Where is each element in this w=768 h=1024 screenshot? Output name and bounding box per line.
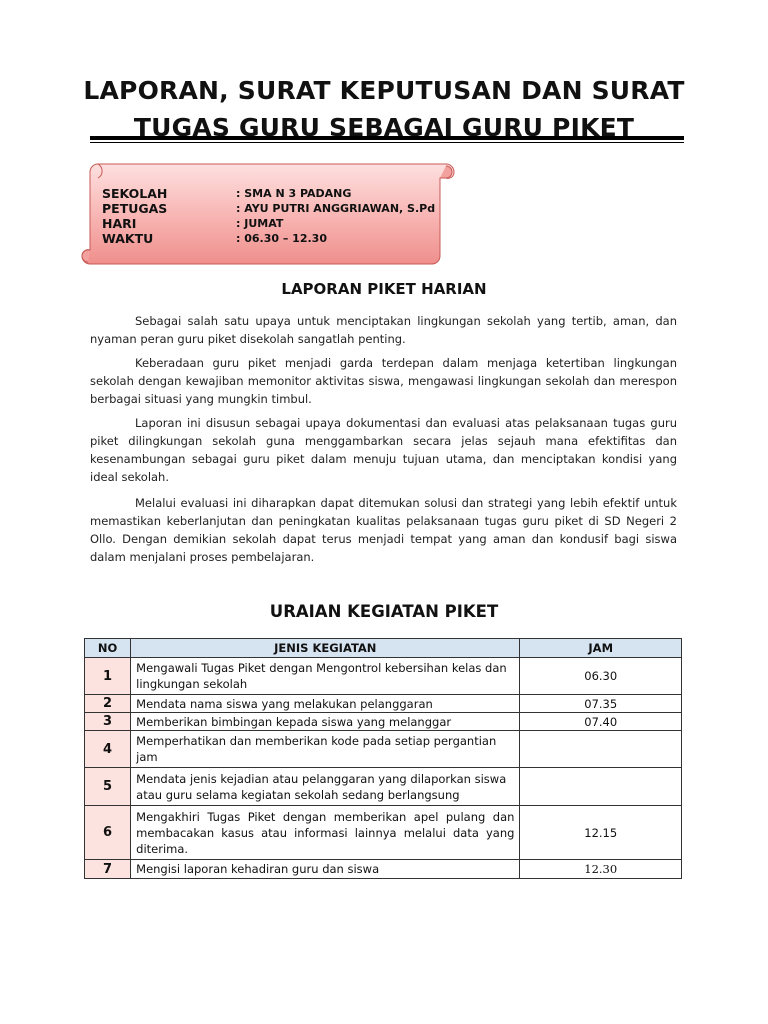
info-label: PETUGAS (102, 201, 168, 216)
table-row (85, 713, 682, 731)
table-row (85, 658, 682, 695)
row-number: 6 (85, 806, 131, 860)
kegiatan-table (84, 638, 682, 879)
row-time: 07.35 (520, 695, 682, 713)
info-row-hari (102, 216, 442, 231)
info-value: : JUMAT (236, 217, 284, 230)
row-number: 7 (85, 860, 131, 879)
row-time: 12.15 (520, 806, 682, 860)
column-header-jam: JAM (520, 639, 682, 658)
info-list (102, 186, 442, 246)
row-activity: Mengisi laporan kehadiran guru dan siswa (131, 860, 520, 879)
row-activity: Memperhatikan dan memberikan kode pada setiap pergantian jam (131, 731, 520, 768)
table-header-row (85, 639, 682, 658)
table-row (85, 806, 682, 860)
section-heading-uraian: URAIAN KEGIATAN PIKET (269, 602, 499, 621)
row-activity: Mengakhiri Tugas Piket dengan memberikan apel pulang dan membacakan kasus atau informasi lainnya melalui data yang diterima. (131, 806, 520, 860)
paragraph: Sebagai salah satu upaya untuk menciptakan lingkungan sekolah yang tertib, aman, dan nyaman peran guru piket disekolah sangatlah penting. (90, 314, 677, 346)
document-title (60, 72, 708, 146)
row-number: 4 (85, 731, 131, 768)
info-value: : AYU PUTRI ANGGRIAWAN, S.Pd (236, 202, 436, 215)
row-time: 12.30 (520, 860, 682, 879)
title-line-1: LAPORAN, SURAT KEPUTUSAN DAN SURAT (83, 76, 685, 105)
row-activity: Memberikan bimbingan kepada siswa yang melanggar (131, 713, 520, 731)
info-label: HARI (102, 216, 137, 231)
row-number: 2 (85, 695, 131, 713)
row-time (520, 731, 682, 768)
title-underline (90, 136, 684, 140)
row-activity: Mengawali Tugas Piket dengan Mengontrol kebersihan kelas dan lingkungan sekolah (131, 658, 520, 695)
paragraph: Laporan ini disusun sebagai upaya dokumentasi dan evaluasi atas pelaksanaan tugas guru piket dilingkungan sekolah guna menggambarkan secara jelas sejauh mana efektifitas dan kesenambungan sebagai guru piket dalam menuju tujuan utama, dan menciptakan kondisi yang ideal sekolah. (90, 416, 677, 484)
table-row (85, 695, 682, 713)
row-activity: Mendata jenis kejadian atau pelanggaran yang dilaporkan siswa atau guru selama kegiatan sekolah sedang berlangsung (131, 768, 520, 806)
info-label: SEKOLAH (102, 186, 168, 201)
table-row (85, 768, 682, 806)
info-value: : SMA N 3 PADANG (236, 187, 352, 200)
info-value: : 06.30 – 12.30 (236, 232, 327, 245)
column-header-jenis: JENIS KEGIATAN (131, 639, 520, 658)
row-number: 5 (85, 768, 131, 806)
table-row (85, 731, 682, 768)
row-number: 3 (85, 713, 131, 731)
row-time: 06.30 (520, 658, 682, 695)
paragraph: Melalui evaluasi ini diharapkan dapat ditemukan solusi dan strategi yang lebih efektif untuk memastikan keberlanjutan dan peningkatan kualitas pelaksanaan tugas guru piket di SD Negeri 2 Ollo. Dengan demikian sekolah dapat terus menjadi tempat yang aman dan kondusif bagi siswa dalam menjalani proses pembelajaran. (90, 496, 677, 564)
paragraph: Keberadaan guru piket menjadi garda terdepan dalam menjaga ketertiban lingkungan sekolah dengan kewajiban memonitor aktivitas siswa, mengawasi lingkungan sekolah dan merespon berbagai situasi yang mungkin timbul. (90, 356, 677, 406)
info-row-sekolah (102, 186, 442, 201)
info-row-petugas (102, 201, 442, 216)
info-label: WAKTU (102, 231, 154, 246)
row-time (520, 768, 682, 806)
column-header-no: NO (85, 639, 131, 658)
title-line-2: TUGAS GURU SEBAGAI GURU PIKET (133, 113, 635, 142)
section-heading-laporan: LAPORAN PIKET HARIAN (281, 280, 487, 298)
info-row-waktu (102, 231, 442, 246)
row-activity: Mendata nama siswa yang melakukan pelanggaran (131, 695, 520, 713)
row-time: 07.40 (520, 713, 682, 731)
row-number: 1 (85, 658, 131, 695)
title-underline-thin (90, 142, 684, 143)
table-row (85, 860, 682, 879)
